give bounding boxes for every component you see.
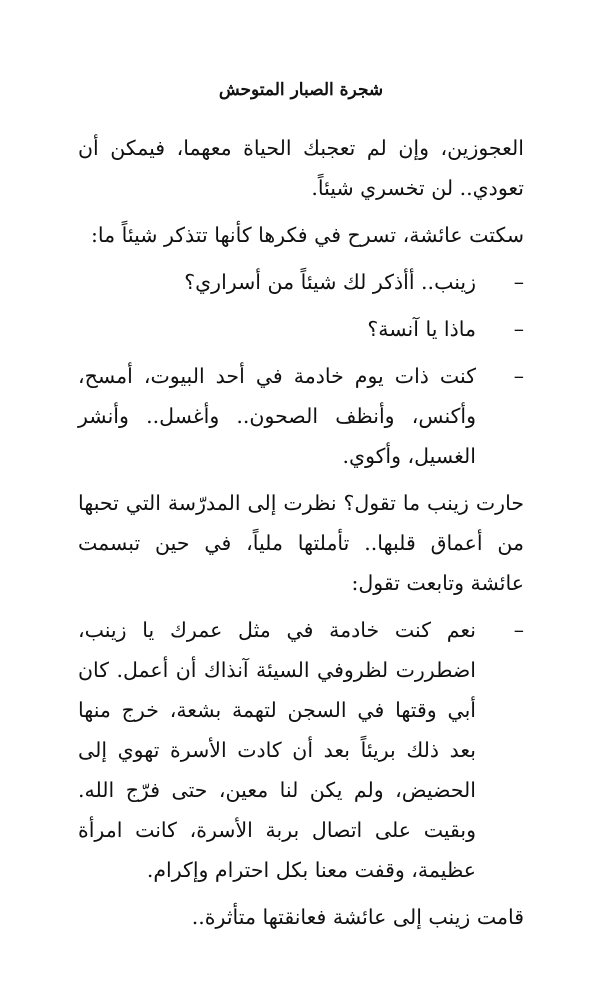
running-header-title: شجرة الصبار المتوحش: [218, 80, 384, 100]
dialogue-dash: –: [513, 618, 524, 642]
dialogue-dash: –: [513, 364, 524, 388]
dialogue-text: زينب.. أأذكر لك شيئاً من أسراري؟: [184, 270, 476, 294]
dialogue-text: كنت ذات يوم خادمة في أحد البيوت، أمسح، وأكنس، وأنظف الصحون.. وأغسل.. وأنشر الغسيل، وأكوي.: [78, 364, 476, 468]
dialogue-line-2: [78, 309, 524, 349]
dialogue-dash: –: [513, 270, 524, 294]
dialogue-line-3: [78, 356, 524, 476]
paragraph-3: حارت زينب ما تقول؟ نظرت إلى المدرّسة التي تحبها من أعماق قلبها.. تأملتها ملياً، في حين تبسمت عائشة وتابعت تقول:: [78, 491, 524, 595]
text-body: [78, 128, 524, 944]
dialogue-line-4: [78, 610, 524, 890]
paragraph-1: العجوزين، وإن لم تعجبك الحياة معهما، فيمكن أن تعودي.. لن تخسري شيئاً.: [78, 136, 524, 200]
dialogue-dash: –: [513, 317, 524, 341]
paragraph-2: سكتت عائشة، تسرح في فكرها كأنها تتذكر شيئاً ما:: [91, 223, 524, 247]
dialogue-line-1: [78, 262, 524, 302]
dialogue-text: نعم كنت خادمة في مثل عمرك يا زينب، اضطررت لظروفي السيئة آنذاك أن أعمل. كان أبي وقتها في السجن لتهمة بشعة، خرج منها بعد ذلك بريئاً بعد أن كادت الأسرة تهوي إلى الحضيض، ولم يكن لنا معين، حتى فرّج الله. وبقيت على اتصال بربة الأسرة، كانت امرأة عظيمة، وقفت معنا بكل احترام وإكرام.: [78, 618, 476, 882]
dialogue-text: ماذا يا آنسة؟: [367, 317, 476, 341]
paragraph-4: قامت زينب إلى عائشة فعانقتها متأثرة..: [191, 905, 524, 929]
